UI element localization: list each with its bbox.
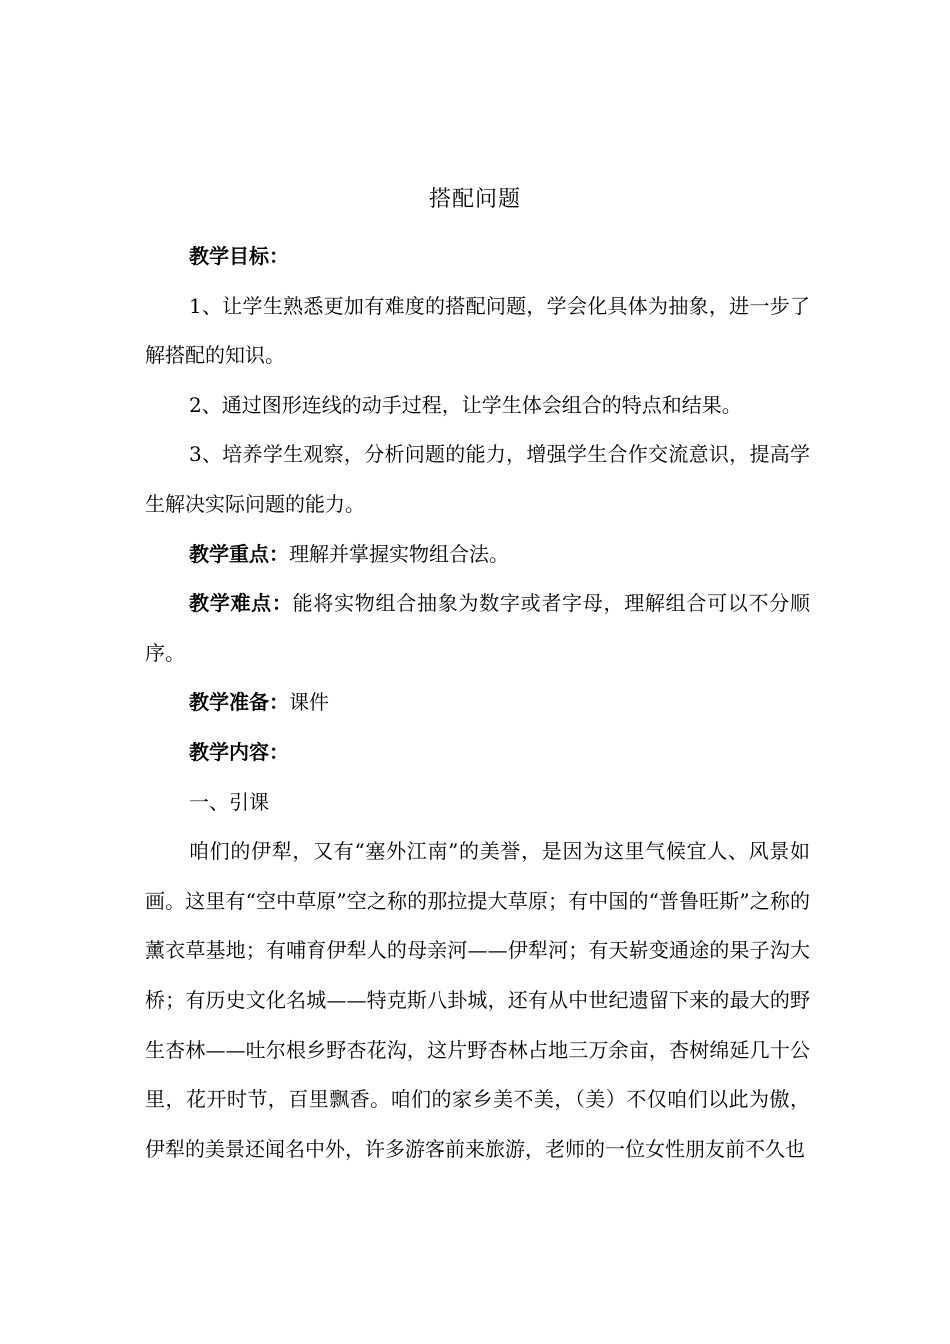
objective-item: 2、通过图形连线的动手过程，让学生体会组合的特点和结果。 <box>189 392 742 417</box>
content-heading-paragraph <box>145 728 810 778</box>
intro-paragraph: 咱们的伊犁，又有“塞外江南”的美誉，是因为这里气候宜人、风景如画。这里有“空中草原”空之称的那拉提大草原；有中国的“普鲁旺斯”之称的薰衣草基地；有哺育伊犁人的母亲河——伊犁河；有天崭变通途的果子沟大桥；有历史文化名城——特克斯八卦城，还有从中世纪遗留下来的最大的野生杏林——吐尔根乡野杏花沟，这片野杏林占地三万余亩，杏树绵延几十公里，花开时节，百里飘香。咱们的家乡美不美，（美）不仅咱们以此为傲，伊犁的美景还闻名中外，许多游客前来旅游，老师的一位女性朋友前不久也 <box>145 839 810 1161</box>
page-title: 搭配问题 <box>428 187 521 212</box>
content-heading: 教学内容： <box>189 739 289 764</box>
key-point-paragraph <box>145 530 810 580</box>
preparation-paragraph <box>145 678 810 728</box>
difficulty-paragraph <box>145 579 810 678</box>
objectives-heading-paragraph <box>145 232 810 282</box>
objective-item: 1、让学生熟悉更加有难度的搭配问题，学会化具体为抽象，进一步了解搭配的知识。 <box>145 293 810 368</box>
preparation-label: 教学准备： <box>189 690 289 715</box>
key-point-text: 理解并掌握实物组合法。 <box>289 541 509 566</box>
objective-item: 3、培养学生观察，分析问题的能力，增强学生合作交流意识，提高学生解决实际问题的能力。 <box>145 442 810 516</box>
difficulty-text: 能将实物组合抽象为数字或者字母，理解组合可以不分顺序。 <box>145 591 811 665</box>
difficulty-label: 教学难点： <box>189 591 293 616</box>
objectives-heading: 教学目标： <box>189 244 289 268</box>
key-point-label: 教学重点： <box>189 541 289 566</box>
document-body <box>145 232 810 1174</box>
section-one-heading: 一、引课 <box>189 789 269 814</box>
preparation-text: 课件 <box>289 690 329 715</box>
